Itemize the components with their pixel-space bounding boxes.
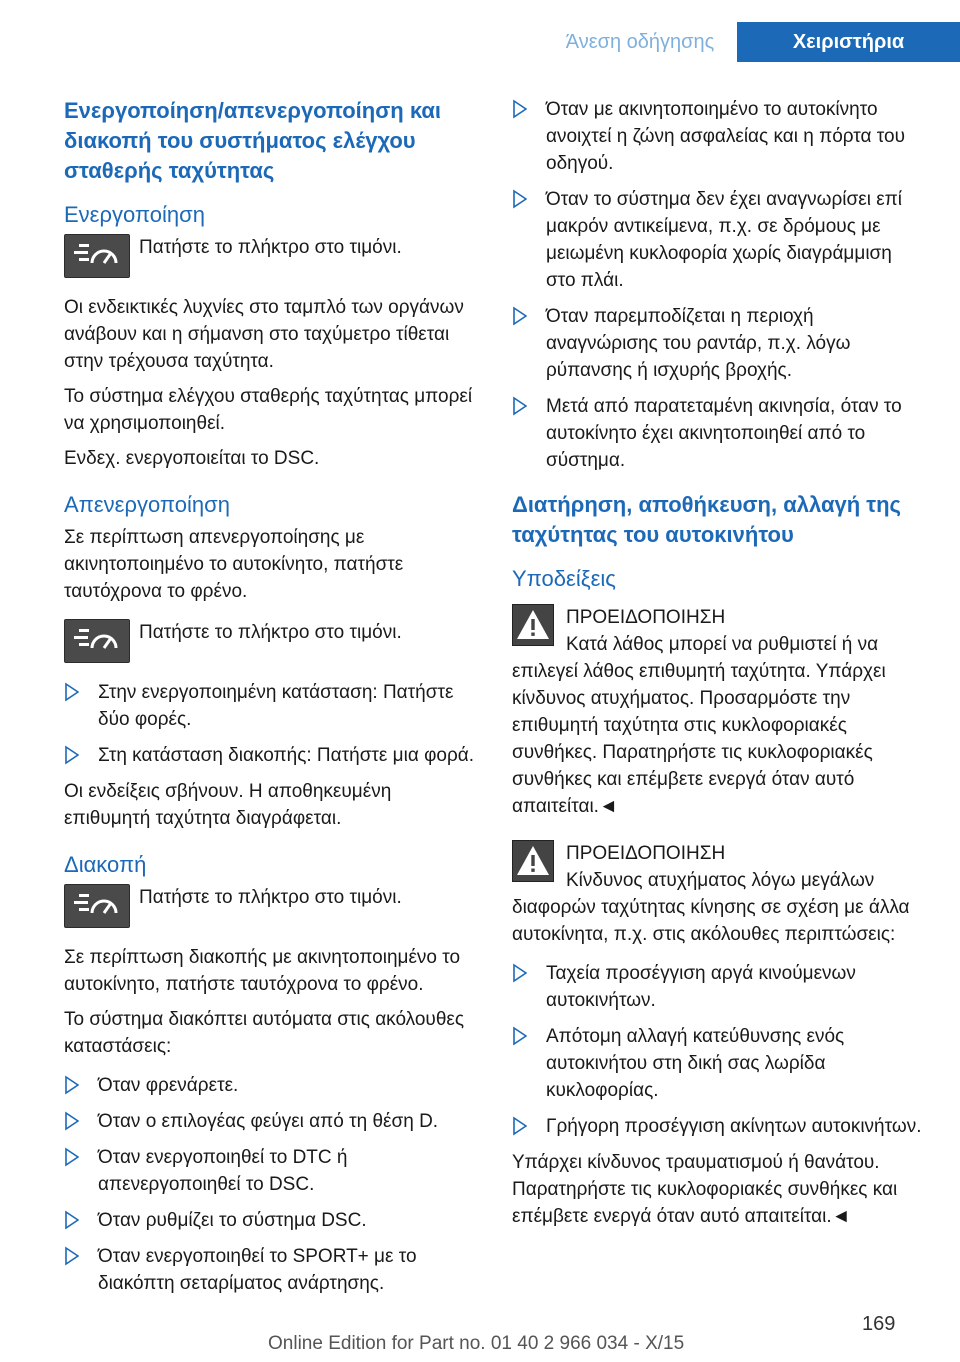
interrupt-button-row xyxy=(64,884,478,928)
deactivation-paragraph-1: Σε περίπτωση απενεργοποίησης με ακινητοποιημένο το αυτοκίνητο, πατήστε ταυτόχρονα το φρένο. xyxy=(64,527,404,602)
list-item xyxy=(64,742,478,769)
list-item xyxy=(64,1243,478,1297)
triangle-bullet-icon xyxy=(65,1246,79,1266)
left-column xyxy=(64,96,478,1306)
list-item-text: Όταν με ακινητοποιημένο το αυτοκίνητο ανοιχτεί η ζώνη ασφαλείας και η πόρτα του οδηγού. xyxy=(546,99,905,174)
activation-heading: Ενεργοποίηση xyxy=(64,202,205,227)
deactivation-paragraph-2: Οι ενδείξεις σβήνουν. Η αποθηκευμένη επιθυμητή ταχύτητα διαγράφεται. xyxy=(64,781,392,829)
triangle-bullet-icon xyxy=(65,745,79,765)
warning-box-1 xyxy=(512,604,926,820)
section-heading-2: Διατήρηση, αποθήκευση, αλλαγή της ταχύτητας του αυτοκινήτου xyxy=(512,492,901,547)
triangle-bullet-icon xyxy=(513,306,527,326)
interrupt-list xyxy=(64,1072,478,1297)
list-item-text: Όταν φρενάρετε. xyxy=(98,1075,239,1096)
list-item-text: Όταν το σύστημα δεν έχει αναγνωρίσει επί μακρόν αντικείμενα, π.χ. σε δρόμους με μειωμένη κυκλοφορία χωρίς διαγράμμιση στο πλάι. xyxy=(546,189,902,291)
list-item-text: Στην ενεργοποιημένη κατάσταση: Πατήστε δύο φορές. xyxy=(98,682,454,730)
list-item-text: Όταν παρεμποδίζεται η περιοχή αναγνώρισης του ραντάρ, π.χ. λόγω ρύπανσης ή ισχυρής βροχής. xyxy=(546,306,851,381)
activation-button-row xyxy=(64,234,478,278)
triangle-bullet-icon xyxy=(513,396,527,416)
cruise-control-button-icon xyxy=(64,884,130,928)
triangle-bullet-icon xyxy=(513,189,527,209)
deactivation-heading: Απενεργοποίηση xyxy=(64,492,230,517)
section-heading: Ενεργοποίηση/απενεργοποίηση και διακοπή του συστήματος ελέγχου σταθερής ταχύτητας xyxy=(64,98,441,183)
activation-paragraph-3: Ενδεχ. ενεργοποιείται το DSC. xyxy=(64,448,320,469)
warning-label: ΠΡΟΕΙΔΟΠΟΙΗΣΗ xyxy=(566,843,726,864)
activation-paragraph-1: Οι ενδεικτικές λυχνίες στο ταμπλό των οργάνων ανάβουν και η σήμανση στο ταχύμετρο τίθεται στην τρέχουσα ταχύτητα. xyxy=(64,297,464,372)
list-item xyxy=(64,1144,478,1198)
list-item xyxy=(64,1072,478,1099)
list-item-text: Όταν ενεργοποιηθεί το DTC ή απενεργοποιηθεί το DSC. xyxy=(98,1147,348,1195)
triangle-bullet-icon xyxy=(65,1075,79,1095)
list-item xyxy=(512,960,926,1014)
list-item-text: Όταν ο επιλογέας φεύγει από τη θέση D. xyxy=(98,1111,439,1132)
deactivation-button-row xyxy=(64,619,478,663)
deactivation-list xyxy=(64,679,478,769)
triangle-bullet-icon xyxy=(513,99,527,119)
list-item-text: Στη κατάσταση διακοπής: Πατήστε μια φορά. xyxy=(98,745,475,766)
list-item xyxy=(512,303,926,384)
triangle-bullet-icon xyxy=(513,1116,527,1136)
hints-heading: Υποδείξεις xyxy=(512,566,616,591)
list-item-text: Όταν ενεργοποιηθεί το SPORT+ με το διακόπτη σεταρίματος ανάρτησης. xyxy=(98,1246,417,1294)
list-item xyxy=(512,1023,926,1104)
list-item-text: Απότομη αλλαγή κατεύθυνσης ενός αυτοκινήτου στη δική σας λωρίδα κυκλοφορίας. xyxy=(546,1026,845,1101)
right-column xyxy=(512,96,926,1238)
warning-box-2 xyxy=(512,840,926,948)
risk-list xyxy=(512,960,926,1140)
activation-button-text: Πατήστε το πλήκτρο στο τιμόνι. xyxy=(139,237,402,258)
warning-triangle-icon xyxy=(512,604,554,646)
triangle-bullet-icon xyxy=(513,1026,527,1046)
section-tab: Άνεση οδήγησης xyxy=(565,31,715,53)
interrupt-button-text: Πατήστε το πλήκτρο στο τιμόνι. xyxy=(139,887,402,908)
triangle-bullet-icon xyxy=(65,682,79,702)
list-item xyxy=(512,393,926,474)
triangle-bullet-icon xyxy=(65,1147,79,1167)
interrupt-paragraph-2: Το σύστημα διακόπτει αυτόματα στις ακόλουθες καταστάσεις: xyxy=(64,1009,465,1057)
interrupt-heading: Διακοπή xyxy=(64,852,147,877)
warning-label: ΠΡΟΕΙΔΟΠΟΙΗΣΗ xyxy=(566,607,726,628)
list-item-text: Ταχεία προσέγγιση αργά κινούμενων αυτοκινήτων. xyxy=(546,963,856,1011)
list-item-text: Γρήγορη προσέγγιση ακίνητων αυτοκινήτων. xyxy=(546,1116,922,1137)
edition-footer: Online Edition for Part no. 01 40 2 966 034 - X/15 xyxy=(268,1333,685,1354)
warning-text: Κατά λάθος μπορεί να ρυθμιστεί ή να επιλεγεί λάθος επιθυμητή ταχύτητα. Υπάρχει κίνδυνος ατυχήματος. Προσαρμόστε την επιθυμητή ταχύτητα στις κυκλοφοριακές συνθήκες. Παρατηρήστε τις κυκλοφοριακές συνθήκες και επέμβετε ενεργά όταν αυτό απαιτείται.◄ xyxy=(512,634,886,817)
list-item-text: Μετά από παρατεταμένη ακινησία, όταν το αυτοκίνητο έχει ακινητοποιηθεί από το σύστημα. xyxy=(546,396,902,471)
warning-triangle-icon xyxy=(512,840,554,882)
interrupt-list-continued xyxy=(512,96,926,474)
chapter-tab: Χειριστήρια xyxy=(737,22,960,62)
triangle-bullet-icon xyxy=(65,1111,79,1131)
list-item xyxy=(512,1113,926,1140)
activation-paragraph-2: Το σύστημα ελέγχου σταθερής ταχύτητας μπορεί να χρησιμοποιηθεί. xyxy=(64,386,473,434)
deactivation-button-text: Πατήστε το πλήκτρο στο τιμόνι. xyxy=(139,622,402,643)
closing-paragraph: Υπάρχει κίνδυνος τραυματισμού ή θανάτου. Παρατηρήστε τις κυκλοφοριακές συνθήκες και επέμβετε ενεργά όταν αυτό απαιτείται.◄ xyxy=(512,1152,898,1227)
page-number: 169 xyxy=(862,1313,896,1335)
cruise-control-button-icon xyxy=(64,234,130,278)
page-header xyxy=(0,22,960,62)
list-item xyxy=(512,186,926,294)
warning-text: Κίνδυνος ατυχήματος λόγω μεγάλων διαφορών ταχύτητας κίνησης σε σχέση με άλλα αυτοκίνητα, π.χ. στις ακόλουθες περιπτώσεις: xyxy=(512,870,910,945)
cruise-control-button-icon xyxy=(64,619,130,663)
list-item xyxy=(512,96,926,177)
interrupt-paragraph-1: Σε περίπτωση διακοπής με ακινητοποιημένο το αυτοκίνητο, πατήστε ταυτόχρονα το φρένο. xyxy=(64,947,461,995)
triangle-bullet-icon xyxy=(65,1210,79,1230)
list-item xyxy=(64,1207,478,1234)
list-item-text: Όταν ρυθμίζει το σύστημα DSC. xyxy=(98,1210,367,1231)
list-item xyxy=(64,679,478,733)
list-item xyxy=(64,1108,478,1135)
triangle-bullet-icon xyxy=(513,963,527,983)
